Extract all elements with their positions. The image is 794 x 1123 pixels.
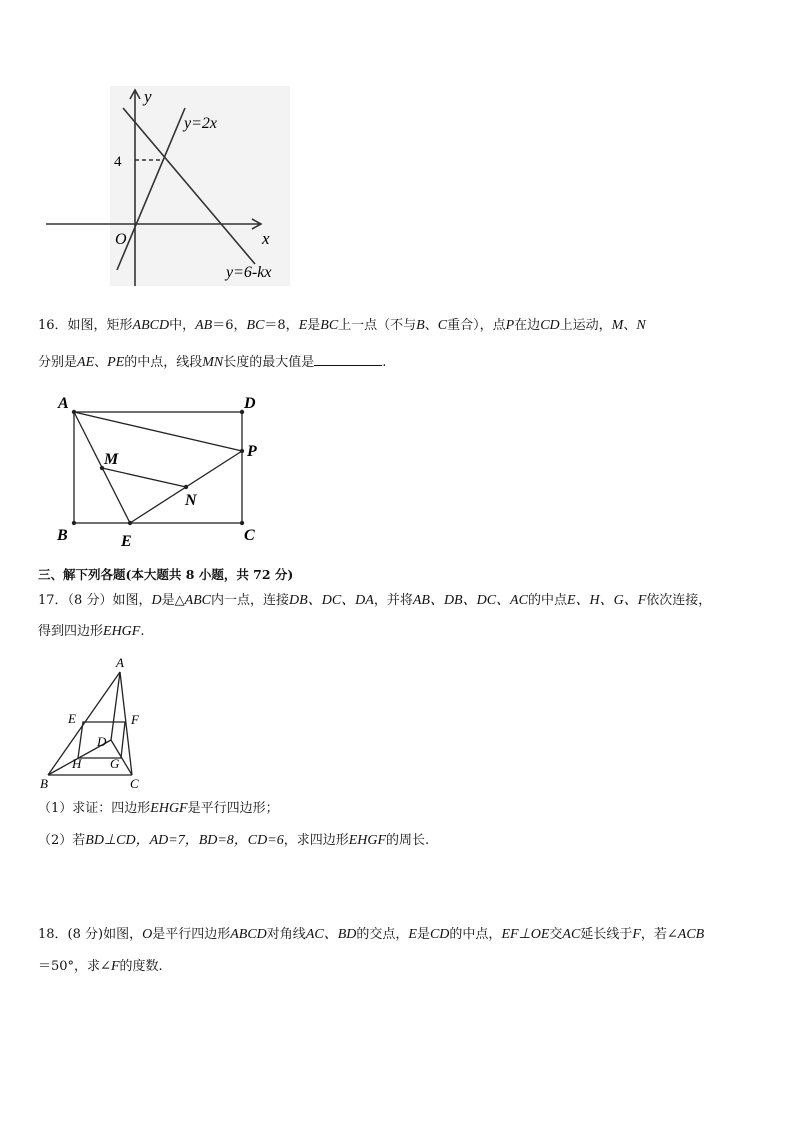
q16-text: ＝6， — [212, 318, 247, 333]
q17-text: 依次连接， — [646, 593, 712, 608]
q16-var: AE — [77, 355, 95, 370]
q17-text: ，并将 — [373, 593, 413, 608]
point-e — [128, 521, 132, 525]
q18-var: F — [632, 927, 641, 942]
q17-var: AB、DB、DC、AC — [412, 593, 528, 608]
q17-text: 内一点，连接 — [211, 593, 290, 608]
q17-text: 得到四边形 — [38, 624, 104, 639]
q18-var: ACB — [677, 927, 705, 942]
q17-var: E、H、G、F — [566, 593, 647, 608]
q18-text: ，若∠ — [640, 927, 678, 942]
q17-text: 是△ — [161, 593, 185, 608]
q16-var: C — [437, 318, 448, 333]
point-c — [240, 521, 244, 525]
q18-text: ＝50°，求∠ — [38, 959, 111, 974]
q16-text: 中， — [169, 318, 196, 333]
section-heading: 三、解下列各题(本大题共 8 小题，共 72 分) — [38, 567, 294, 582]
label-n: N — [185, 492, 197, 509]
q16-text: 是 — [307, 318, 321, 333]
label-m: M — [104, 451, 119, 468]
x-axis-label: x — [262, 229, 270, 248]
label-c: C — [244, 527, 255, 544]
answer-blank[interactable] — [314, 353, 382, 366]
label-p: P — [247, 443, 257, 460]
q16-text: 、 — [94, 355, 108, 370]
segment-mn — [102, 468, 186, 487]
q17-text: 的周长. — [386, 833, 430, 848]
q18-text: 交 — [549, 927, 563, 942]
label-d: D — [97, 734, 107, 749]
q16-text: 重合），点 — [447, 318, 506, 333]
q16-text: 上一点（不与 — [338, 318, 417, 333]
q18-var: F — [110, 959, 120, 974]
q18-line2 — [38, 958, 163, 976]
fig17-triangle — [34, 654, 154, 794]
q17-text: 的中点 — [527, 593, 567, 608]
segment-ap — [74, 412, 242, 451]
q17-var: D — [151, 593, 162, 608]
q17-text: . — [140, 624, 145, 639]
q18-var: ABCD — [230, 927, 267, 942]
q17-text: （2）若 — [38, 833, 86, 848]
tick-4-label: 4 — [114, 154, 122, 170]
q16-text: 的中点，线段 — [124, 355, 203, 370]
point-b — [72, 521, 76, 525]
q16-var: E — [298, 318, 308, 333]
q17-var: EHGF — [150, 801, 188, 816]
q17-var: DB、DC、DA — [289, 593, 374, 608]
line-y-2x-label: y=2x — [184, 115, 217, 132]
q18-var: AC、BD — [305, 927, 357, 942]
q18-line1 — [38, 926, 704, 944]
point-n — [184, 485, 188, 489]
q16-line2 — [38, 353, 386, 372]
q16-var: CD — [540, 318, 560, 333]
q18-text: 是 — [416, 927, 430, 942]
q18-text: 18．(8 分)如图， — [38, 927, 143, 942]
q18-text: 的交点， — [356, 927, 409, 942]
q16-var: BC — [320, 318, 339, 333]
label-b: B — [57, 527, 68, 544]
fig15-graph — [40, 86, 300, 286]
q16-var: B — [416, 318, 425, 333]
label-e: E — [68, 711, 76, 726]
q16-var: M — [611, 318, 624, 333]
point-p — [240, 449, 244, 453]
q18-var: O — [142, 927, 153, 942]
q18-var: E — [408, 927, 417, 942]
q18-text: 对角线 — [266, 927, 306, 942]
q16-text: 上运动， — [559, 318, 612, 333]
q17-text: 是平行四边形； — [187, 801, 279, 816]
q16-var: PE — [107, 355, 125, 370]
q16-text: 、 — [623, 318, 637, 333]
q17-var: EHGF — [103, 624, 141, 639]
q17-line1 — [38, 592, 711, 610]
label-a: A — [116, 655, 124, 670]
q17-var: BD⊥CD，AD=7，BD=8，CD=6 — [85, 833, 284, 848]
fig16-rectangle — [50, 388, 280, 550]
q16-var: P — [505, 318, 515, 333]
q18-text: 的度数. — [119, 959, 163, 974]
q17-line2 — [38, 623, 144, 641]
label-b: B — [40, 776, 48, 791]
q16-var: BC — [246, 318, 265, 333]
q18-var: EF⊥OE — [501, 927, 550, 942]
label-d: D — [244, 395, 256, 412]
q16-text: 、 — [424, 318, 438, 333]
q16-text: 16．如图，矩形 — [38, 318, 133, 333]
label-f: F — [131, 712, 139, 727]
q17-text: （1）求证：四边形 — [38, 801, 151, 816]
q17-var: EHGF — [348, 833, 387, 848]
q16-var: MN — [202, 355, 224, 370]
q16-text: 在边 — [514, 318, 541, 333]
q16-line1 — [38, 317, 646, 335]
q16-text: 长度的最大值是 — [223, 355, 315, 370]
label-h: H — [72, 756, 82, 771]
q16-var: ABCD — [132, 318, 170, 333]
label-c: C — [130, 776, 139, 791]
q16-text: . — [382, 355, 387, 370]
q18-text: 的中点， — [449, 927, 502, 942]
label-g: G — [110, 756, 120, 771]
label-e: E — [121, 533, 132, 550]
y-axis-label: y — [144, 87, 152, 106]
origin-label: O — [115, 231, 127, 248]
label-a: A — [58, 395, 69, 412]
q16-text: ＝8， — [264, 318, 299, 333]
q16-var: N — [636, 318, 646, 333]
q17-text: ，求四边形 — [283, 833, 349, 848]
q18-var: AC — [562, 927, 581, 942]
point-a — [72, 410, 76, 414]
q18-text: 延长线于 — [580, 927, 633, 942]
q17-text: 17．（8 分）如图， — [38, 593, 152, 608]
q17-sub1 — [38, 800, 279, 818]
q18-text: 是平行四边形 — [152, 927, 231, 942]
q17-var: ABC — [184, 593, 212, 608]
line-y-6-kx-label: y=6-kx — [226, 264, 272, 281]
q18-var: CD — [429, 927, 450, 942]
q16-var: AB — [195, 318, 213, 333]
q17-sub2 — [38, 832, 429, 850]
q16-text: 分别是 — [38, 355, 78, 370]
